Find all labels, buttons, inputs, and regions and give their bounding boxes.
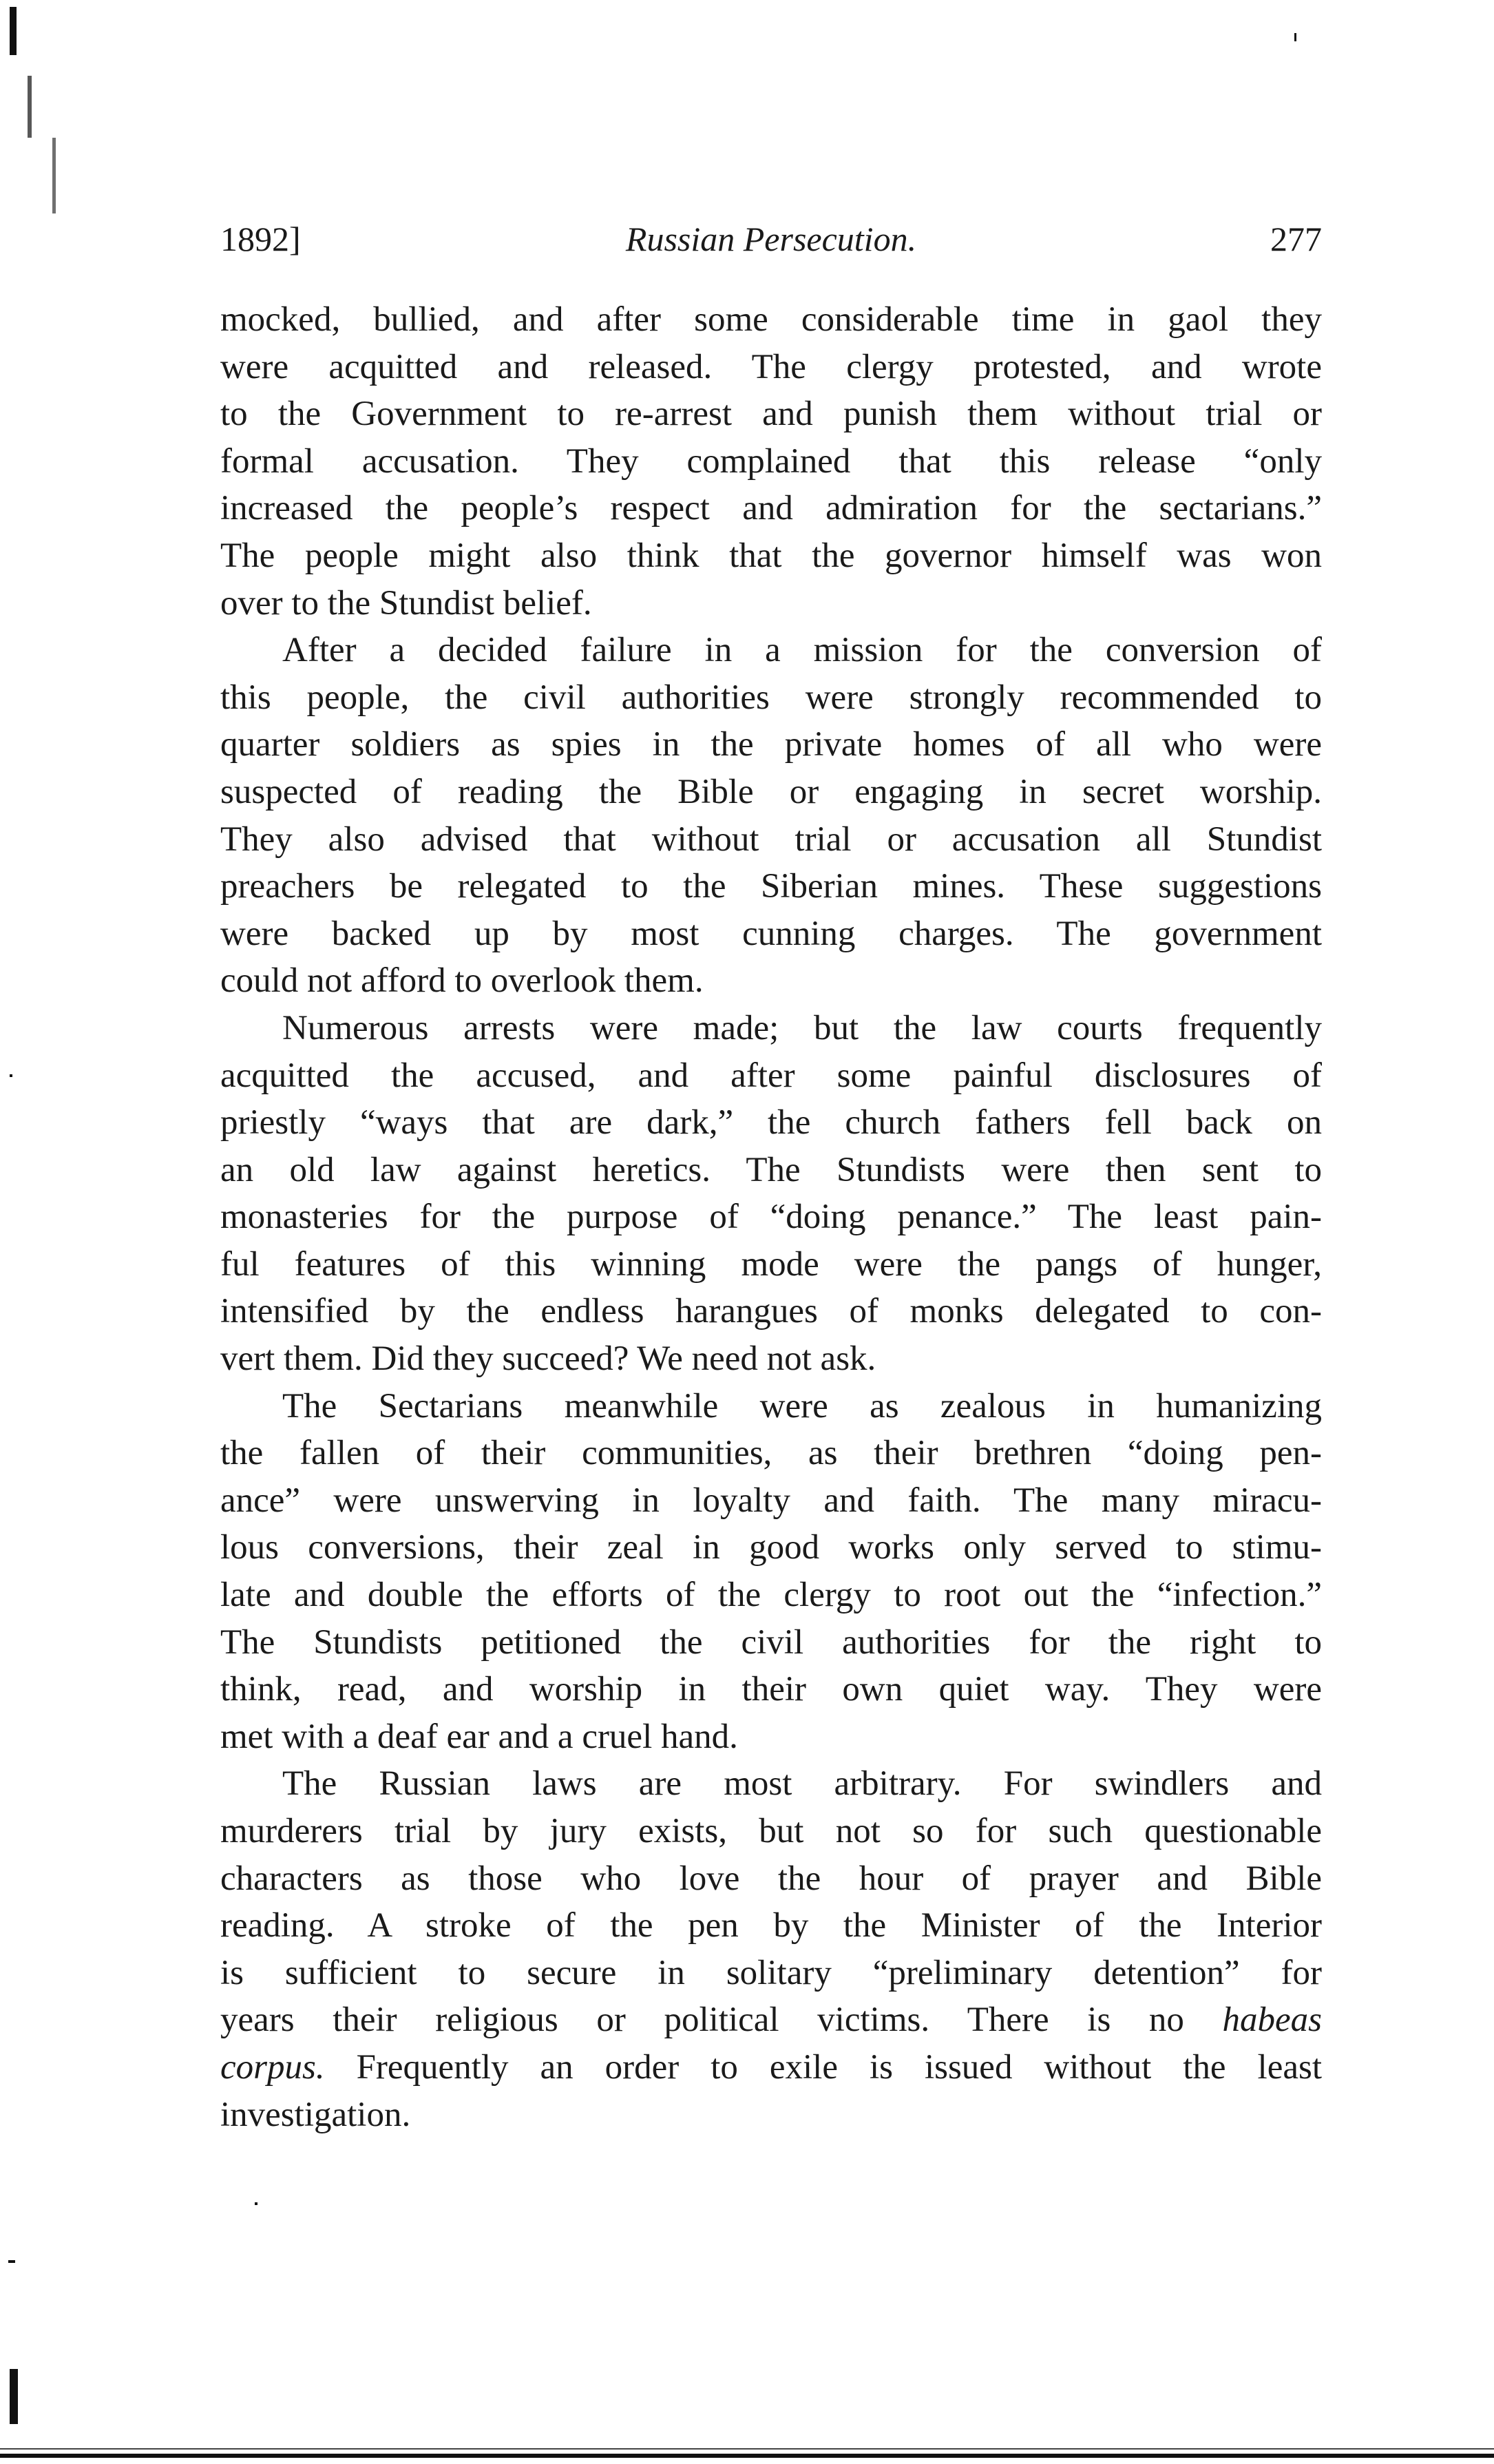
text-line: an old law against heretics. The Stundists were then sent to — [220, 1150, 1322, 1189]
text-line: quarter soldiers as spies in the private homes of all who were — [220, 725, 1322, 764]
text-line: years their religious or political victims. There is no habeas — [220, 2001, 1322, 2040]
text-line: characters as those who love the hour of prayer and Bible — [220, 1859, 1322, 1898]
text-line: increased the people’s respect and admiration for the sectarians.” — [220, 489, 1322, 528]
text-line: The Stundists petitioned the civil authorities for the right to — [220, 1622, 1322, 1662]
text-line: They also advised that without trial or accusation all Stundist — [220, 819, 1322, 859]
text-line: suspected of reading the Bible or engaging in secret worship. — [220, 772, 1322, 811]
text-line: were backed up by most cunning charges. The government — [220, 914, 1322, 953]
text-line: to the Government to re-arrest and punish them without trial or — [220, 395, 1322, 434]
text-line: The Sectarians meanwhile were as zealous in humanizing — [282, 1386, 1322, 1426]
text-line: think, read, and worship in their own quiet way. They were — [220, 1670, 1322, 1709]
paragraph — [220, 1005, 1322, 1383]
text-line: this people, the civil authorities were strongly recommended to — [220, 678, 1322, 717]
header-title: Russian Persecution. — [625, 220, 917, 258]
paragraph — [220, 627, 1322, 1005]
text-line: preachers be relegated to the Siberian mines. These suggestions — [220, 867, 1322, 906]
text-line: over to the Stundist belief. — [220, 583, 592, 623]
text-line: late and double the efforts of the clergy to root out the “infection.” — [220, 1576, 1322, 1615]
text-line: The Russian laws are most arbitrary. For swindlers and — [282, 1764, 1322, 1804]
body-text — [220, 296, 1322, 2138]
paragraph — [220, 296, 1322, 627]
text-line: intensified by the endless harangues of monks delegated to con- — [220, 1292, 1322, 1331]
scan-artifact-bottom-left — [10, 2369, 18, 2424]
text-line: vert them. Did they succeed? We need not ask. — [220, 1339, 876, 1379]
text-line: corpus. Frequently an order to exile is issued without the least — [220, 2047, 1322, 2087]
text-line: could not afford to overlook them. — [220, 961, 704, 1001]
text-line: acquitted the accused, and after some painful disclosures of — [220, 1056, 1322, 1095]
bottom-rule-thin — [0, 2448, 1494, 2450]
text-line: ful features of this winning mode were the pangs of hunger, — [220, 1244, 1322, 1284]
scan-artifact-left-3 — [10, 1074, 12, 1077]
bottom-rule — [0, 2454, 1494, 2458]
scan-artifact-left-2 — [52, 138, 56, 213]
scan-artifact-stray-dot — [255, 2202, 257, 2205]
text-line: is sufficient to secure in solitary “preliminary detention” for — [220, 1953, 1322, 1992]
text-line: the fallen of their communities, as their brethren “doing pen- — [220, 1434, 1322, 1473]
page-number: 277 — [1270, 220, 1322, 258]
text-line: After a decided failure in a mission for the conversion of — [282, 631, 1322, 670]
text-line: mocked, bullied, and after some considerable time in gaol they — [220, 300, 1322, 339]
paragraph — [220, 1383, 1322, 1761]
text-line: lous conversions, their zeal in good works only served to stimu- — [220, 1528, 1322, 1567]
text-line: monasteries for the purpose of “doing penance.” The least pain- — [220, 1198, 1322, 1237]
text-line: The people might also think that the governor himself was won — [220, 536, 1322, 575]
text-line: priestly “ways that are dark,” the church fathers fell back on — [220, 1103, 1322, 1142]
text-line: met with a deaf ear and a cruel hand. — [220, 1717, 738, 1756]
text-line: ance” were unswerving in loyalty and faith. The many miracu- — [220, 1481, 1322, 1520]
text-line: Numerous arrests were made; but the law courts frequently — [282, 1008, 1322, 1047]
header-year: 1892] — [220, 220, 301, 258]
text-line: murderers trial by jury exists, but not so for such questionable — [220, 1812, 1322, 1850]
running-header — [220, 219, 1322, 267]
text-line: investigation. — [220, 2095, 411, 2134]
text-line: were acquitted and released. The clergy protested, and wrote — [220, 347, 1322, 386]
scan-artifact-top-right-dot — [1294, 33, 1296, 41]
scan-artifact-left-4 — [8, 2260, 15, 2263]
text-line: reading. A stroke of the pen by the Minister of the Interior — [220, 1906, 1322, 1945]
paragraph — [220, 1760, 1322, 2138]
scan-artifact-left-1 — [28, 76, 32, 138]
scan-artifact-top-left — [10, 7, 17, 55]
text-line: formal accusation. They complained that this release “only — [220, 441, 1322, 481]
